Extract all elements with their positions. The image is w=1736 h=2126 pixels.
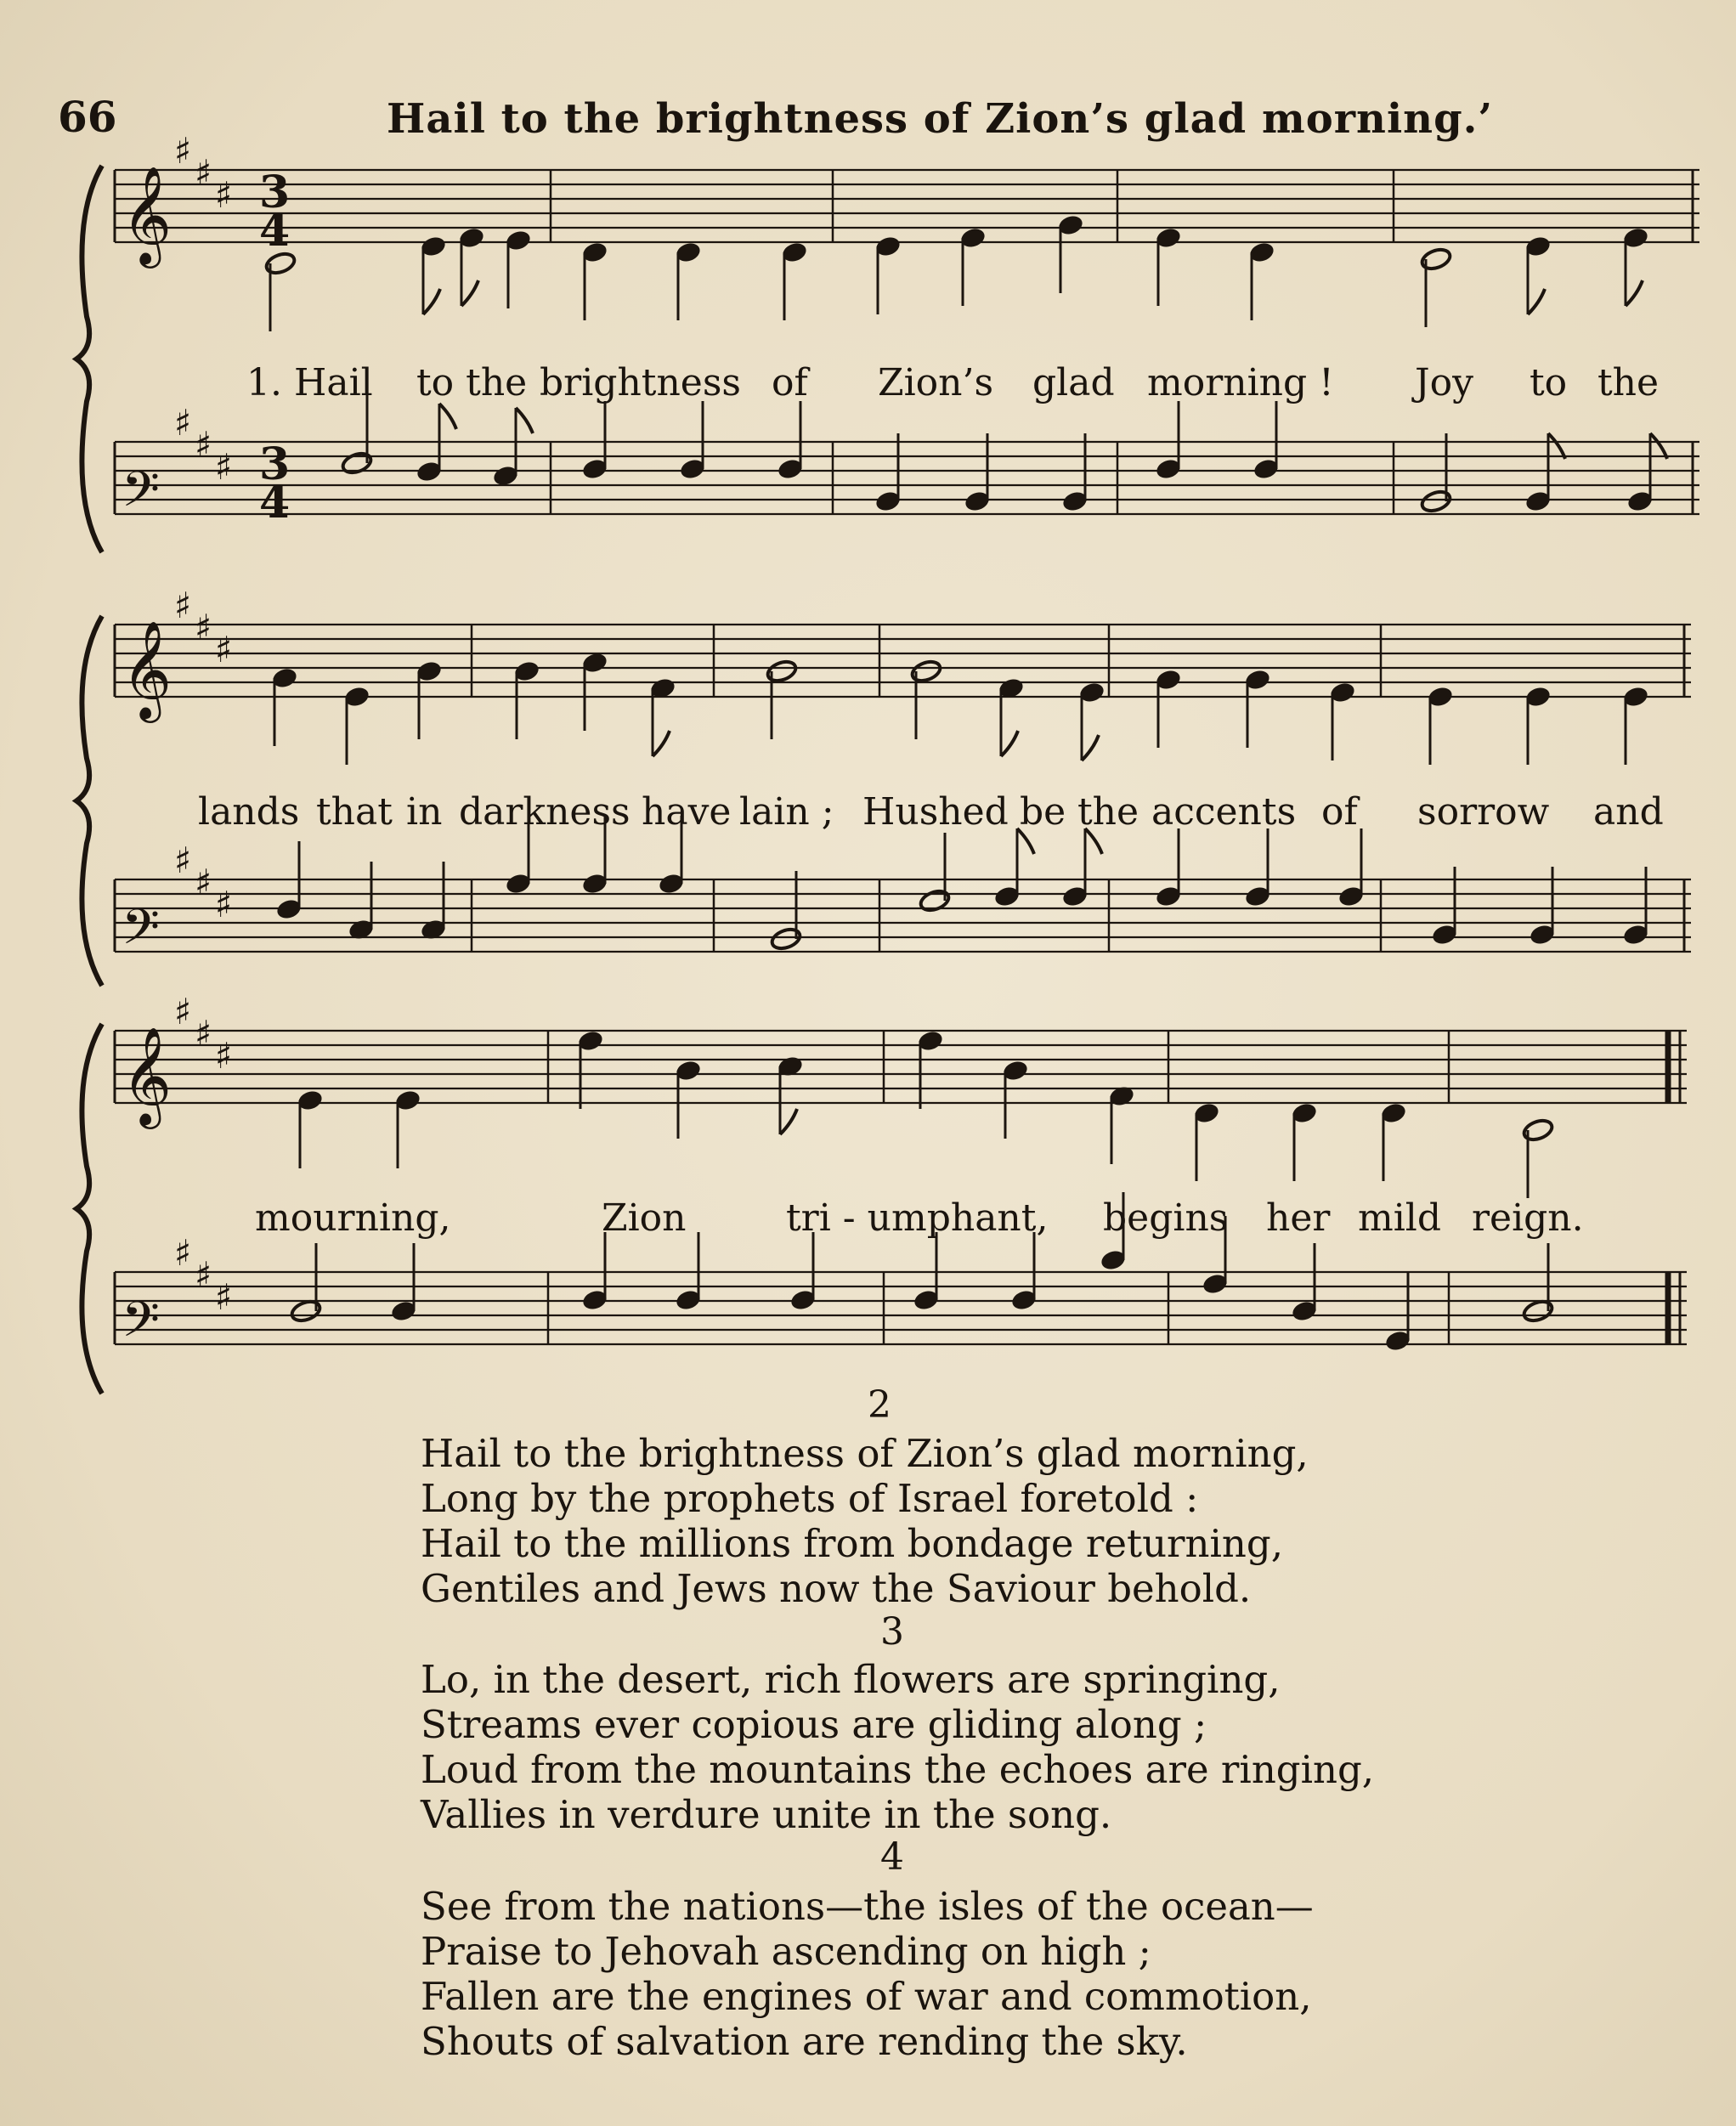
lyric-word: reign. xyxy=(1472,1196,1584,1240)
treble-clef-icon: 𝄞 xyxy=(122,619,172,719)
verse-line: Hail to the millions from bondage returning, xyxy=(421,1521,1284,1566)
page-number: 66 xyxy=(58,92,117,142)
verse-line: Loud from the mountains the echoes are ringing, xyxy=(421,1747,1375,1792)
note-head xyxy=(341,450,374,476)
sharp-icon: ♯ xyxy=(174,585,192,626)
note-head xyxy=(766,659,799,684)
treble-clef-icon: 𝄞 xyxy=(122,165,172,264)
sharp-icon: ♯ xyxy=(195,152,212,194)
verse-line: Shouts of salvation are rending the sky. xyxy=(421,2019,1188,2064)
sharp-icon: ♯ xyxy=(215,629,233,670)
lyric-word: be xyxy=(1020,790,1066,834)
time-signature-top: 3 xyxy=(259,438,291,490)
lyric-word: Zion xyxy=(602,1196,687,1240)
sharp-icon: ♯ xyxy=(215,446,233,488)
time-signature-bottom: 4 xyxy=(259,477,291,529)
lyric-word: tri - umphant, xyxy=(786,1196,1049,1240)
note-head xyxy=(1420,489,1453,514)
time-signature-bottom: 4 xyxy=(259,205,291,257)
sharp-icon: ♯ xyxy=(174,840,192,881)
sharp-icon: ♯ xyxy=(195,1254,212,1296)
verse-line: Praise to Jehovah ascending on high ; xyxy=(421,1929,1151,1974)
sharp-icon: ♯ xyxy=(195,1013,212,1055)
lyric-word: Hushed xyxy=(862,790,1009,834)
note-flag xyxy=(1626,280,1643,306)
bass-clef-icon: 𝄢 xyxy=(122,461,161,530)
brace-icon xyxy=(76,166,102,552)
note-head xyxy=(919,888,952,913)
note-head xyxy=(290,1298,323,1324)
note-flag xyxy=(516,408,533,433)
verse-line: See from the nations—the isles of the ocean— xyxy=(421,1884,1314,1929)
lyric-word: of xyxy=(1321,790,1358,834)
note-flag xyxy=(1001,731,1018,756)
sharp-icon: ♯ xyxy=(195,862,212,903)
note-head xyxy=(910,659,943,684)
lyric-word: lain ; xyxy=(739,790,834,834)
brace-icon xyxy=(76,1024,102,1394)
note-flag xyxy=(653,731,670,756)
lyric-word: morning ! xyxy=(1147,361,1334,404)
verse-line: Fallen are the engines of war and commotion, xyxy=(421,1974,1312,2019)
verse-line: Lo, in the desert, rich flowers are springing, xyxy=(421,1657,1281,1702)
bass-clef-icon: 𝄢 xyxy=(122,898,161,968)
lyric-word: the xyxy=(1077,790,1139,834)
verse-line: Long by the prophets of Israel foretold : xyxy=(421,1476,1199,1521)
note-flag xyxy=(780,1109,797,1134)
sharp-icon: ♯ xyxy=(195,424,212,466)
sharp-icon: ♯ xyxy=(215,1035,233,1077)
note-flag xyxy=(1528,289,1545,314)
lyric-word: glad xyxy=(1032,361,1115,404)
bass-clef-icon: 𝄢 xyxy=(122,1291,161,1360)
sharp-icon: ♯ xyxy=(215,884,233,925)
lyric-word: of xyxy=(772,361,808,404)
lyric-word: have xyxy=(642,790,732,834)
verse-line: Hail to the brightness of Zion’s glad morning, xyxy=(421,1431,1309,1476)
note-flag xyxy=(1082,735,1099,760)
lyric-word: lands xyxy=(198,790,300,834)
lyric-word: sorrow xyxy=(1417,790,1550,834)
lyric-word: begins xyxy=(1103,1196,1229,1240)
sharp-icon: ♯ xyxy=(174,402,192,444)
brace-icon xyxy=(76,616,102,986)
lyric-word: Zion’s xyxy=(878,361,994,404)
sharp-icon: ♯ xyxy=(215,1276,233,1318)
sharp-icon: ♯ xyxy=(195,607,212,648)
verse-line: Streams ever copious are gliding along ; xyxy=(421,1702,1207,1747)
sharp-icon: ♯ xyxy=(174,1232,192,1274)
lyric-word: to the xyxy=(416,361,528,404)
time-signature-top: 3 xyxy=(259,167,291,218)
note-flag xyxy=(439,404,456,429)
lyric-word: that xyxy=(316,790,393,834)
note-head xyxy=(1522,1298,1555,1324)
hymn-title: Hail to the brightness of Zion’s glad morning.’ xyxy=(387,95,1494,143)
lyric-word: and xyxy=(1593,790,1664,834)
note-head xyxy=(770,926,803,952)
sharp-icon: ♯ xyxy=(174,991,192,1032)
note-flag xyxy=(461,280,478,306)
lyric-word: her xyxy=(1266,1196,1331,1240)
lyric-word: to xyxy=(1530,361,1568,404)
note-head xyxy=(1522,1117,1555,1143)
lyric-word: mourning, xyxy=(255,1196,451,1240)
lyric-word: 1. Hail xyxy=(246,361,373,404)
sharp-icon: ♯ xyxy=(174,130,192,172)
lyric-word: accents xyxy=(1151,790,1297,834)
note-head xyxy=(1420,246,1453,272)
lyric-word: darkness xyxy=(459,790,631,834)
verse-line: Gentiles and Jews now the Saviour behold. xyxy=(421,1566,1252,1611)
lyric-word: in xyxy=(406,790,443,834)
lyric-word: brightness xyxy=(540,361,741,404)
verse-line: Vallies in verdure unite in the song. xyxy=(421,1792,1112,1837)
treble-clef-icon: 𝄞 xyxy=(122,1026,172,1125)
lyric-word: the xyxy=(1597,361,1660,404)
lyric-word: Joy xyxy=(1415,361,1473,404)
verse-number: 4 xyxy=(880,1835,904,1879)
sharp-icon: ♯ xyxy=(215,174,233,216)
note-flag xyxy=(1548,433,1565,459)
note-flag xyxy=(423,289,440,314)
lyric-word: mild xyxy=(1358,1196,1442,1240)
verse-number: 2 xyxy=(868,1383,891,1427)
verse-number: 3 xyxy=(880,1610,904,1654)
note-flag xyxy=(1650,433,1667,459)
